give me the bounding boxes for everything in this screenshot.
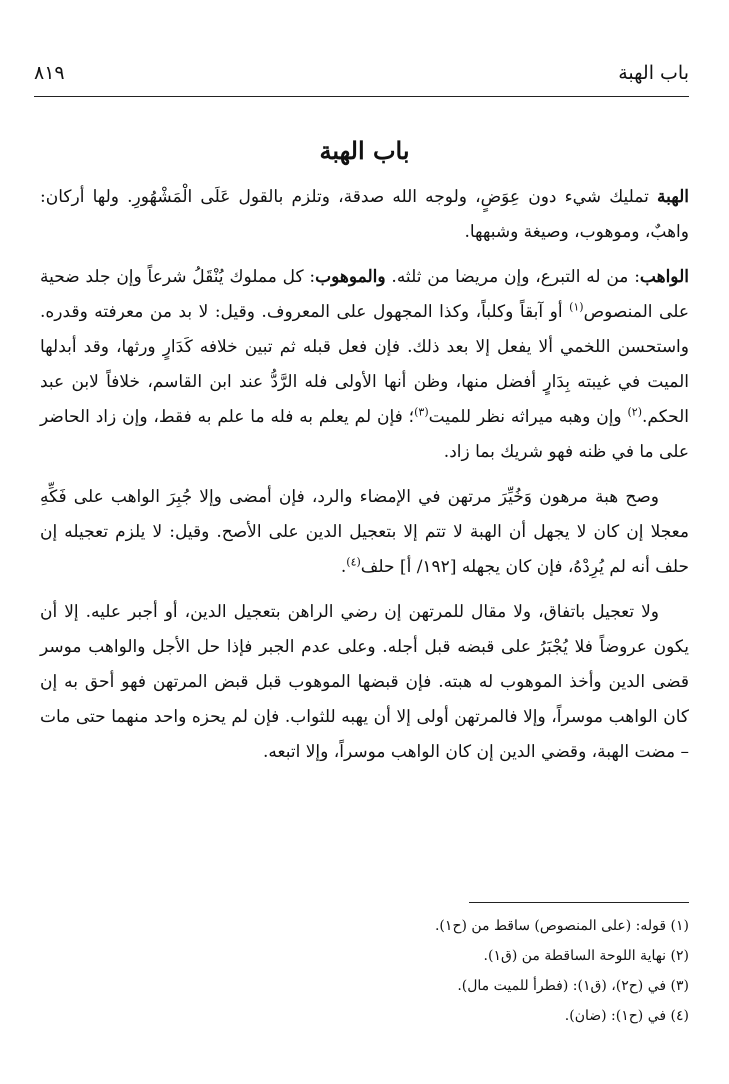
footnotes-section [40,902,689,1031]
paragraph-donor-and-gift [40,260,689,470]
page-header [34,56,689,97]
footnote-2: (٢) نهاية اللوحة الساقطة من (ق١). [483,948,689,964]
paragraph-text: : من له التبرع، وإن مريضا من ثلثه. [385,267,640,287]
footnote-ref-3: (٣) [414,405,429,419]
paragraph-text: وصح هبة مرهون وَخُيِّرَ مرتهن في الإمضاء والرد، فإن أمضى وإلا جُبِرَ الواهب على فَكِّهِ معجلا إن كان لا يجهل أن الهبة لا تتم إلا بتعجيل الدين على الأصح. وقيل: لا يلزم تعجيله إن حلف أنه لم يُرِدْهُ، فإن كان يجهله [١٩٢/ أ] حلف [40,487,689,577]
term-donor: الواهب [639,267,689,287]
paragraph-text: وإن وهبه ميراثه نظر للميت [428,407,628,427]
page-number: ٨١٩ [34,62,65,84]
paragraph-text: . [340,557,347,577]
paragraph-definition [40,180,689,250]
footnote-separator [469,902,689,903]
footnote-4: (٤) في (ح١): (ضان). [564,1008,689,1024]
footnote-ref-2: (٢) [627,405,643,419]
paragraph-text: : كل مملوك يُنْقَلُ شرعاً وإن جلد ضحية على المنصوص [40,267,689,322]
footnote-ref-4: (٤) [346,555,361,569]
paragraph-text: أو آبقاً وكلباً، وكذا المجهول على المعروف. وقيل: لا بد من معرفته وقدره. واستحسن اللخمي ألا يفعل إلا بعد ذلك. فإن فعل قبله ثم تبين خلافه كَدَارٍ ورثها، وقد أبدلها الميت في غيبته بِدَارٍ أفضل منها، وظن أنها الأولى فله الرَّدُّ عند ابن القاسم، خلافاً لابن عبد الحكم. [40,302,689,427]
body-text [40,180,689,780]
footnote-1: (١) قوله: (على المنصوص) ساقط من (ح١). [434,918,689,934]
footnote-ref-1: (١) [569,300,584,314]
paragraph-text: ولا تعجيل باتفاق، ولا مقال للمرتهن إن رضي الراهن بتعجيل الدين، أو أجبر عليه. إلا أن يكون عروضاً فلا يُجْبَرُ على قبضه قبل أجله. وعلى عدم الجبر فإذا حل الأجل والواهب موسر قضى الدين وأخذ الموهوب له هبته. فإن قبضها الموهوب قبل قبض المرتهن فهو أحق به إن كان الواهب موسراً، وإلا فالمرتهن أولى إلا أن يهبه للثواب. فإن لم يحزه واحد منهما حتى مات – مضت الهبة، وقضي الدين إن كان الواهب موسراً، وإلا اتبعه. [40,602,689,762]
chapter-title: باب الهبة [319,136,410,165]
paragraph-mortgaged-gift [40,480,689,585]
term-hiba: الهبة [657,187,689,207]
paragraph-text: تمليك شيء دون عِوَضٍ، ولوجه الله صدقة، وتلزم بالقول عَلَى الْمَشْهُورِ. ولها أركان: واهبٌ، وموهوب، وصيغة وشبهها. [40,187,689,242]
running-title: باب الهبة [618,62,689,84]
paragraph-text: ؛ فإن لم يعلم به فله ما علم به فقط، وإن زاد الحاضر على ما في ظنه فهو شريك بما زاد. [40,407,689,462]
paragraph-debt-payment [40,595,689,770]
footnote-3: (٣) في (ح٢)، (ق١): (فطرأ للميت مال). [457,978,689,994]
term-gifted-item: والموهوب [315,267,386,287]
